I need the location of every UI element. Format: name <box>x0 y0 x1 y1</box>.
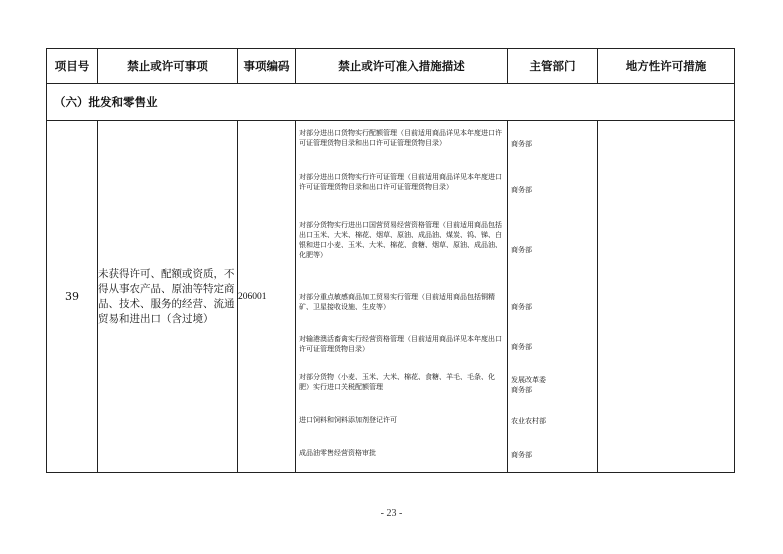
header-item-number: 项目号 <box>47 49 98 84</box>
department: 发展改革委 商务部 <box>511 376 546 394</box>
department: 农业农村部 <box>511 417 546 425</box>
measure-desc: 对部分进出口货物实行配额管理（目前适用商品详见本年度进口许可证管理货物目录和出口许可证管理货物目录） <box>299 129 502 147</box>
measure-desc: 进口饲料和饲料添加剂登记许可 <box>299 416 397 424</box>
department: 商务部 <box>511 303 532 311</box>
table-row <box>47 121 735 473</box>
measure-desc: 对输港澳活畜禽实行经营资格管理（目前适用商品详见本年度出口许可证管理货物目录） <box>299 335 502 353</box>
header-prohibited-item: 禁止或许可事项 <box>98 49 238 84</box>
measure-desc: 成品油零售经营资格审批 <box>299 449 376 457</box>
measure-desc: 对部分重点敏感商品加工贸易实行管理（目前适用商品包括铜精矿、卫星接收设施、生皮等） <box>299 293 495 311</box>
measure-desc: 对部分进出口货物实行许可证管理（目前适用商品详见本年度进口许可证管理货物目录和出口许可证管理货物目录） <box>299 173 502 191</box>
item-number: 39 <box>47 121 98 473</box>
permit-table <box>46 48 735 473</box>
header-local-measures: 地方性许可措施 <box>598 49 735 84</box>
measure-desc: 对部分货物实行进出口国营贸易经营资格管理（目前适用商品包括出口玉米、大米、棉花、烟草、原油、成品油、煤炭、钨、锑、白银和进口小麦、玉米、大米、棉花、食糖、烟草、原油、成品油、化肥等） <box>299 221 502 259</box>
header-row <box>47 49 735 84</box>
section-title: （六）批发和零售业 <box>47 84 735 121</box>
department: 商务部 <box>511 451 532 459</box>
section-row <box>47 84 735 121</box>
department: 商务部 <box>511 139 532 148</box>
department: 商务部 <box>511 343 532 351</box>
item-code: 206001 <box>238 121 296 473</box>
measure-desc: 对部分货物（小麦、玉米、大米、棉花、食糖、羊毛、毛条、化肥）实行进口关税配额管理 <box>299 373 495 391</box>
department: 商务部 <box>511 186 532 194</box>
header-department: 主管部门 <box>508 49 598 84</box>
measures-column <box>296 121 508 473</box>
department: 商务部 <box>511 246 532 254</box>
local-measures-cell <box>598 121 735 473</box>
header-measure-description: 禁止或许可准入措施描述 <box>296 49 508 84</box>
page-number: - 23 - <box>380 508 403 519</box>
department-column <box>508 121 598 473</box>
item-description: 未获得许可、配额或资质，不得从事农产品、原油等特定商品、技术、服务的经营、流通贸易和进出口（含过境） <box>98 121 238 473</box>
header-item-code: 事项编码 <box>238 49 296 84</box>
